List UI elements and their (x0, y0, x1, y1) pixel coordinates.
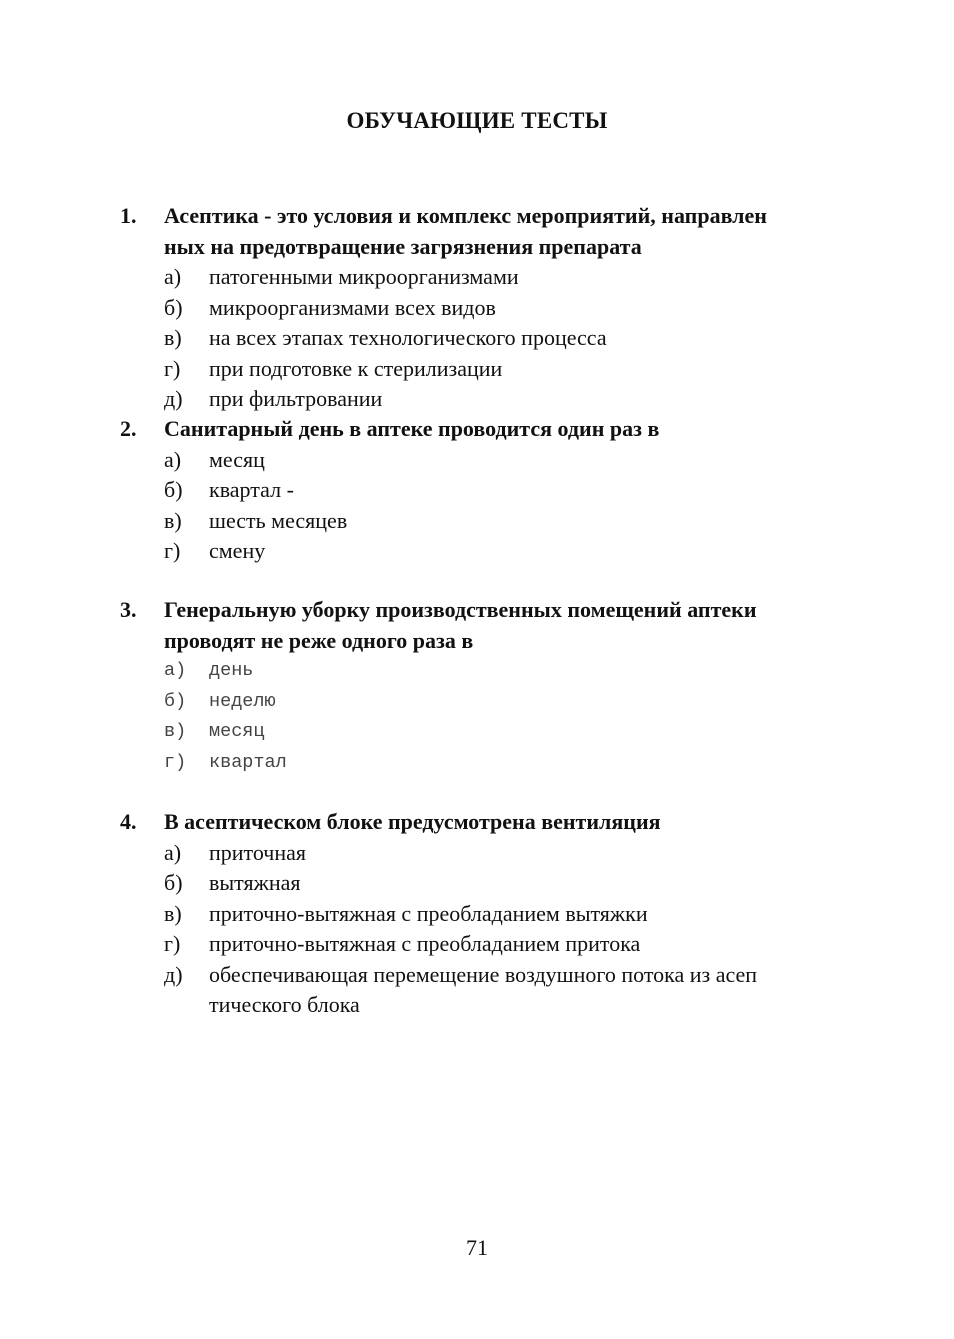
question-2 (120, 414, 840, 567)
option-text: день (209, 660, 254, 681)
question-heading (120, 414, 840, 445)
answer-option (120, 536, 840, 567)
answer-option (120, 445, 840, 476)
option-letter: а) (164, 839, 182, 865)
answer-option (120, 506, 840, 537)
option-letter: а) (164, 446, 182, 472)
question-number: 4. (120, 809, 137, 834)
page-title: ОБУЧАЮЩИЕ ТЕСТЫ (346, 108, 608, 133)
option-letter: в) (164, 721, 187, 742)
answer-option (120, 929, 840, 960)
option-letter: б) (164, 294, 183, 320)
answer-option (120, 656, 840, 687)
answer-option (120, 899, 840, 930)
option-letter: г) (164, 538, 181, 563)
answer-option (120, 687, 840, 718)
answer-option (120, 717, 840, 748)
question-4 (120, 807, 840, 1021)
page-number: 71 (466, 1235, 488, 1260)
answer-option (120, 960, 840, 1021)
option-text: месяц (209, 721, 265, 742)
question-3 (120, 595, 840, 778)
option-text: на всех этапах технологического процесса (209, 325, 607, 350)
option-letter: а) (164, 264, 182, 289)
option-text: при подготовке к стерилизации (209, 355, 503, 381)
option-letter: д) (164, 961, 183, 987)
question-text-line: ных на предотвращение загрязнения препарата (164, 233, 642, 259)
option-letter: в) (164, 325, 182, 350)
answer-option (120, 262, 840, 293)
question-number: 1. (120, 203, 137, 228)
option-text: при фильтровании (209, 386, 383, 411)
option-letter: д) (164, 386, 183, 411)
option-text: шесть месяцев (209, 507, 348, 533)
question-number: 3. (120, 597, 137, 622)
option-text: приточно-вытяжная с преобладанием притока (209, 931, 641, 956)
option-text: вытяжная (209, 870, 301, 895)
option-text: микроорганизмами всех видов (209, 294, 496, 320)
option-letter: б) (164, 870, 183, 895)
answer-option (120, 323, 840, 354)
question-number: 2. (120, 416, 137, 441)
option-letter: г) (164, 355, 181, 381)
option-text: квартал (209, 751, 287, 773)
question-heading (120, 807, 840, 838)
option-letter: б) (164, 690, 187, 712)
option-text: квартал - (209, 477, 294, 502)
answer-option (120, 868, 840, 899)
option-letter: б) (164, 477, 183, 502)
answer-option (120, 838, 840, 869)
answer-option (120, 475, 840, 506)
question-heading (120, 595, 840, 656)
answer-option (120, 748, 840, 779)
question-text-line: В асептическом блоке предусмотрена вентиляция (164, 809, 661, 834)
question-text-line: Асептика - это условия и комплекс мероприятий, направлен (164, 203, 767, 228)
option-text: неделю (209, 690, 276, 712)
question-text-line: проводят не реже одного раза в (164, 627, 474, 653)
option-text: приточная (209, 839, 307, 865)
option-letter: в) (164, 507, 182, 533)
question-text-line: Генеральную уборку производственных помещений аптеки (164, 597, 757, 622)
option-text: тического блока (209, 992, 360, 1017)
option-text: патогенными микроорганизмами (209, 264, 519, 289)
option-letter: г) (164, 751, 187, 773)
option-letter: г) (164, 931, 181, 956)
option-letter: в) (164, 900, 182, 926)
option-text: месяц (209, 446, 265, 472)
option-text: обеспечивающая перемещение воздушного потока из асеп (209, 961, 758, 987)
question-text-line: Санитарный день в аптеке проводится один раз в (164, 416, 660, 441)
option-letter: а) (164, 660, 187, 681)
option-text: приточно-вытяжная с преобладанием вытяжки (209, 900, 648, 926)
question-heading (120, 201, 840, 262)
question-1 (120, 201, 840, 415)
option-text: смену (209, 538, 266, 563)
answer-option (120, 354, 840, 385)
answer-option (120, 293, 840, 324)
answer-option (120, 384, 840, 415)
